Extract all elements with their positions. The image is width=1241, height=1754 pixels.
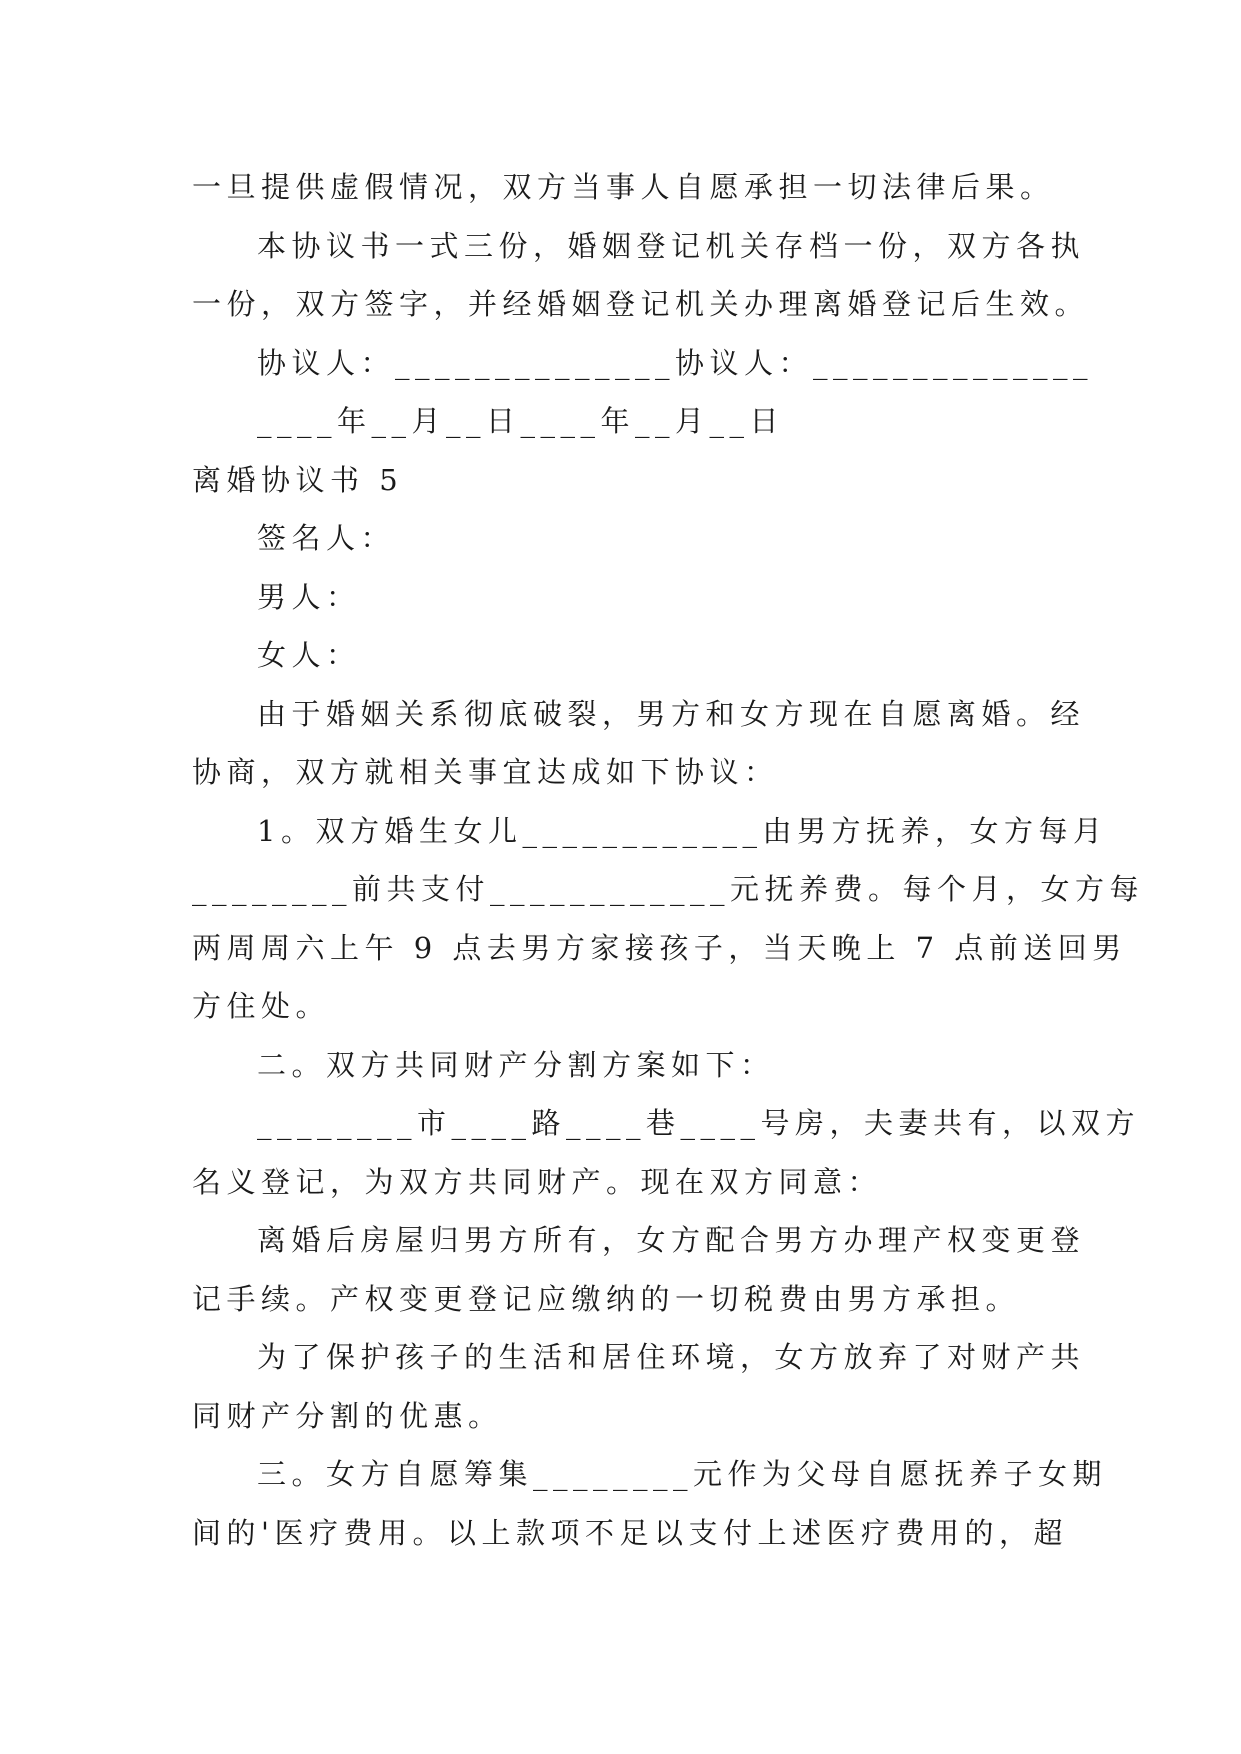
text-line: 女人： (257, 638, 361, 672)
text-line: 签名人： (257, 521, 396, 555)
text-line: ____年__月__日____年__月__日 (257, 404, 785, 438)
text-line: 一旦提供虚假情况，双方当事人自愿承担一切法律后果。 (192, 170, 1055, 204)
text-line: 男人： (257, 579, 361, 614)
text-line: 二。双方共同财产分割方案如下： (257, 1047, 775, 1082)
text-line: 本协议书一式三份，婚姻登记机关存档一份，双方各执 (257, 228, 1086, 263)
text-line: 同财产分割的优惠。 (192, 1398, 503, 1433)
text-line: 离婚协议书 5 (192, 462, 404, 497)
text-line: 离婚后房屋归男方所有，女方配合男方办理产权变更登 (257, 1223, 1086, 1257)
document-body (192, 158, 1145, 1562)
text-line: 三。女方自愿筹集________元作为父母自愿抚养子女期 (257, 1457, 1108, 1491)
text-line: 协商，双方就相关事宜达成如下协议： (192, 755, 779, 789)
text-line: 间的'医疗费用。以上款项不足以支付上述医疗费用的，超 (192, 1515, 1068, 1550)
text-line: 为了保护孩子的生活和居住环境，女方放弃了对财产共 (257, 1340, 1086, 1374)
text-line: 记手续。产权变更登记应缴纳的一切税费由男方承担。 (192, 1281, 1021, 1316)
text-line: 名义登记，为双方共同财产。现在双方同意： (192, 1164, 883, 1199)
text-line: 由于婚姻关系彻底破裂，男方和女方现在自愿离婚。经 (257, 696, 1086, 731)
text-line: 两周周六上午 9 点去男方家接孩子，当天晚上 7 点前送回男 (192, 930, 1127, 965)
text-line: ________前共支付____________元抚养费。每个月，女方每 (192, 872, 1145, 906)
text-line: 1。双方婚生女儿____________由男方抚养，女方每月 (257, 813, 1108, 848)
text-line: 方住处。 (192, 989, 331, 1023)
text-line: 一份，双方签字，并经婚姻登记机关办理离婚登记后生效。 (192, 287, 1090, 321)
text-line: 协议人：______________协议人：______________ (257, 345, 1094, 380)
text-line: ________市____路____巷____号房，夫妻共有，以双方 (257, 1106, 1141, 1140)
